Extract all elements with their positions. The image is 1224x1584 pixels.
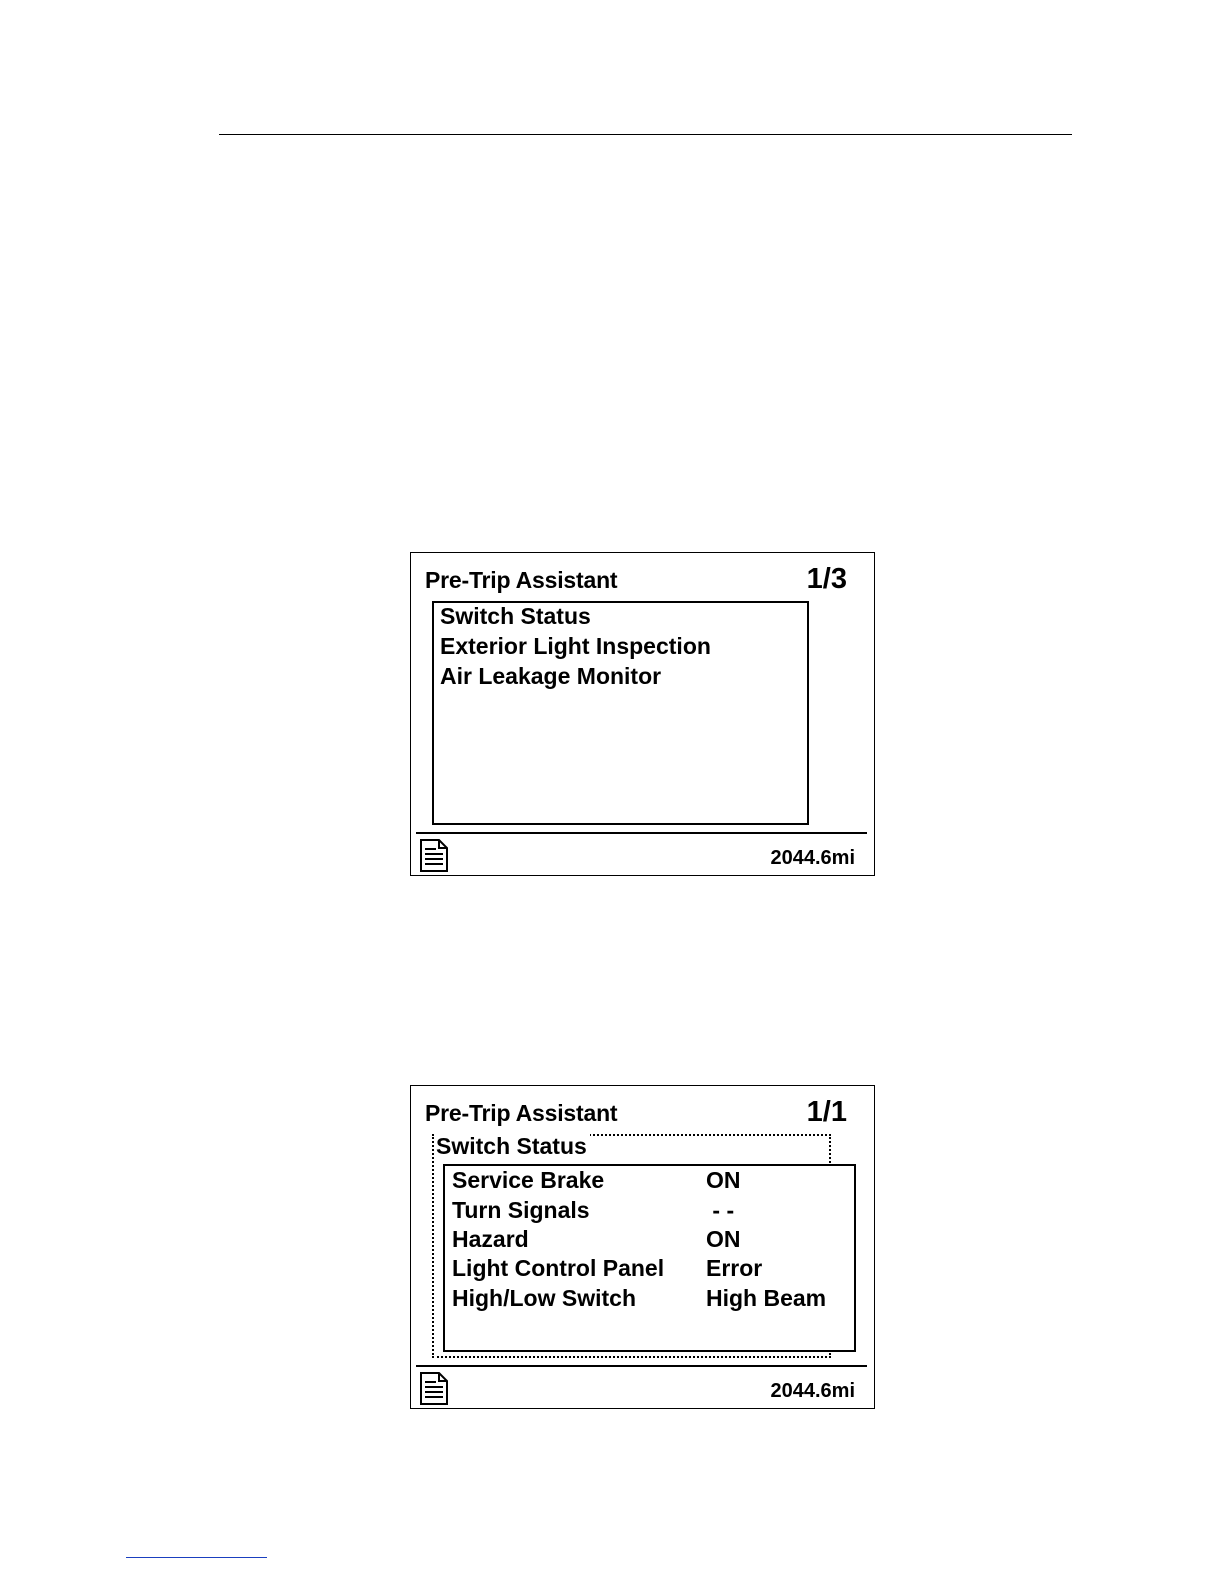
switch-name: Service Brake bbox=[452, 1167, 605, 1193]
switch-value: - - bbox=[706, 1197, 735, 1223]
screen-title: Pre-Trip Assistant bbox=[425, 567, 618, 593]
switch-value: Error bbox=[706, 1255, 763, 1281]
menu-item-exterior-light-inspection[interactable]: Exterior Light Inspection bbox=[440, 633, 711, 659]
document-icon bbox=[419, 1372, 449, 1405]
table-row bbox=[452, 1197, 852, 1227]
switch-status-screen bbox=[410, 1085, 875, 1409]
menu-list bbox=[432, 601, 809, 825]
footer-link-rule bbox=[126, 1557, 267, 1558]
pre-trip-menu-screen bbox=[410, 552, 875, 876]
footer-divider bbox=[416, 832, 867, 834]
switch-value: High Beam bbox=[706, 1285, 827, 1311]
panel-label: Switch Status bbox=[436, 1133, 590, 1160]
odometer-reading: 2044.6mi bbox=[770, 1380, 855, 1402]
switch-status-table bbox=[443, 1164, 856, 1352]
page-indicator: 1/3 bbox=[806, 563, 847, 595]
switch-name: Turn Signals bbox=[452, 1197, 590, 1223]
menu-item-switch-status[interactable]: Switch Status bbox=[440, 603, 591, 629]
switch-name: Light Control Panel bbox=[452, 1255, 665, 1281]
switch-value: ON bbox=[706, 1167, 741, 1193]
document-icon bbox=[419, 839, 449, 872]
switch-value: ON bbox=[706, 1226, 741, 1252]
switch-name: High/Low Switch bbox=[452, 1285, 636, 1311]
top-rule bbox=[219, 134, 1072, 135]
odometer-reading: 2044.6mi bbox=[770, 847, 855, 869]
table-row bbox=[452, 1285, 852, 1315]
footer-divider bbox=[416, 1365, 867, 1367]
table-row bbox=[452, 1255, 852, 1285]
menu-item-air-leakage-monitor[interactable]: Air Leakage Monitor bbox=[440, 663, 662, 689]
switch-name: Hazard bbox=[452, 1226, 529, 1252]
page-indicator: 1/1 bbox=[806, 1096, 847, 1128]
table-row bbox=[452, 1167, 852, 1197]
screen-title: Pre-Trip Assistant bbox=[425, 1100, 618, 1126]
table-row bbox=[452, 1226, 852, 1256]
